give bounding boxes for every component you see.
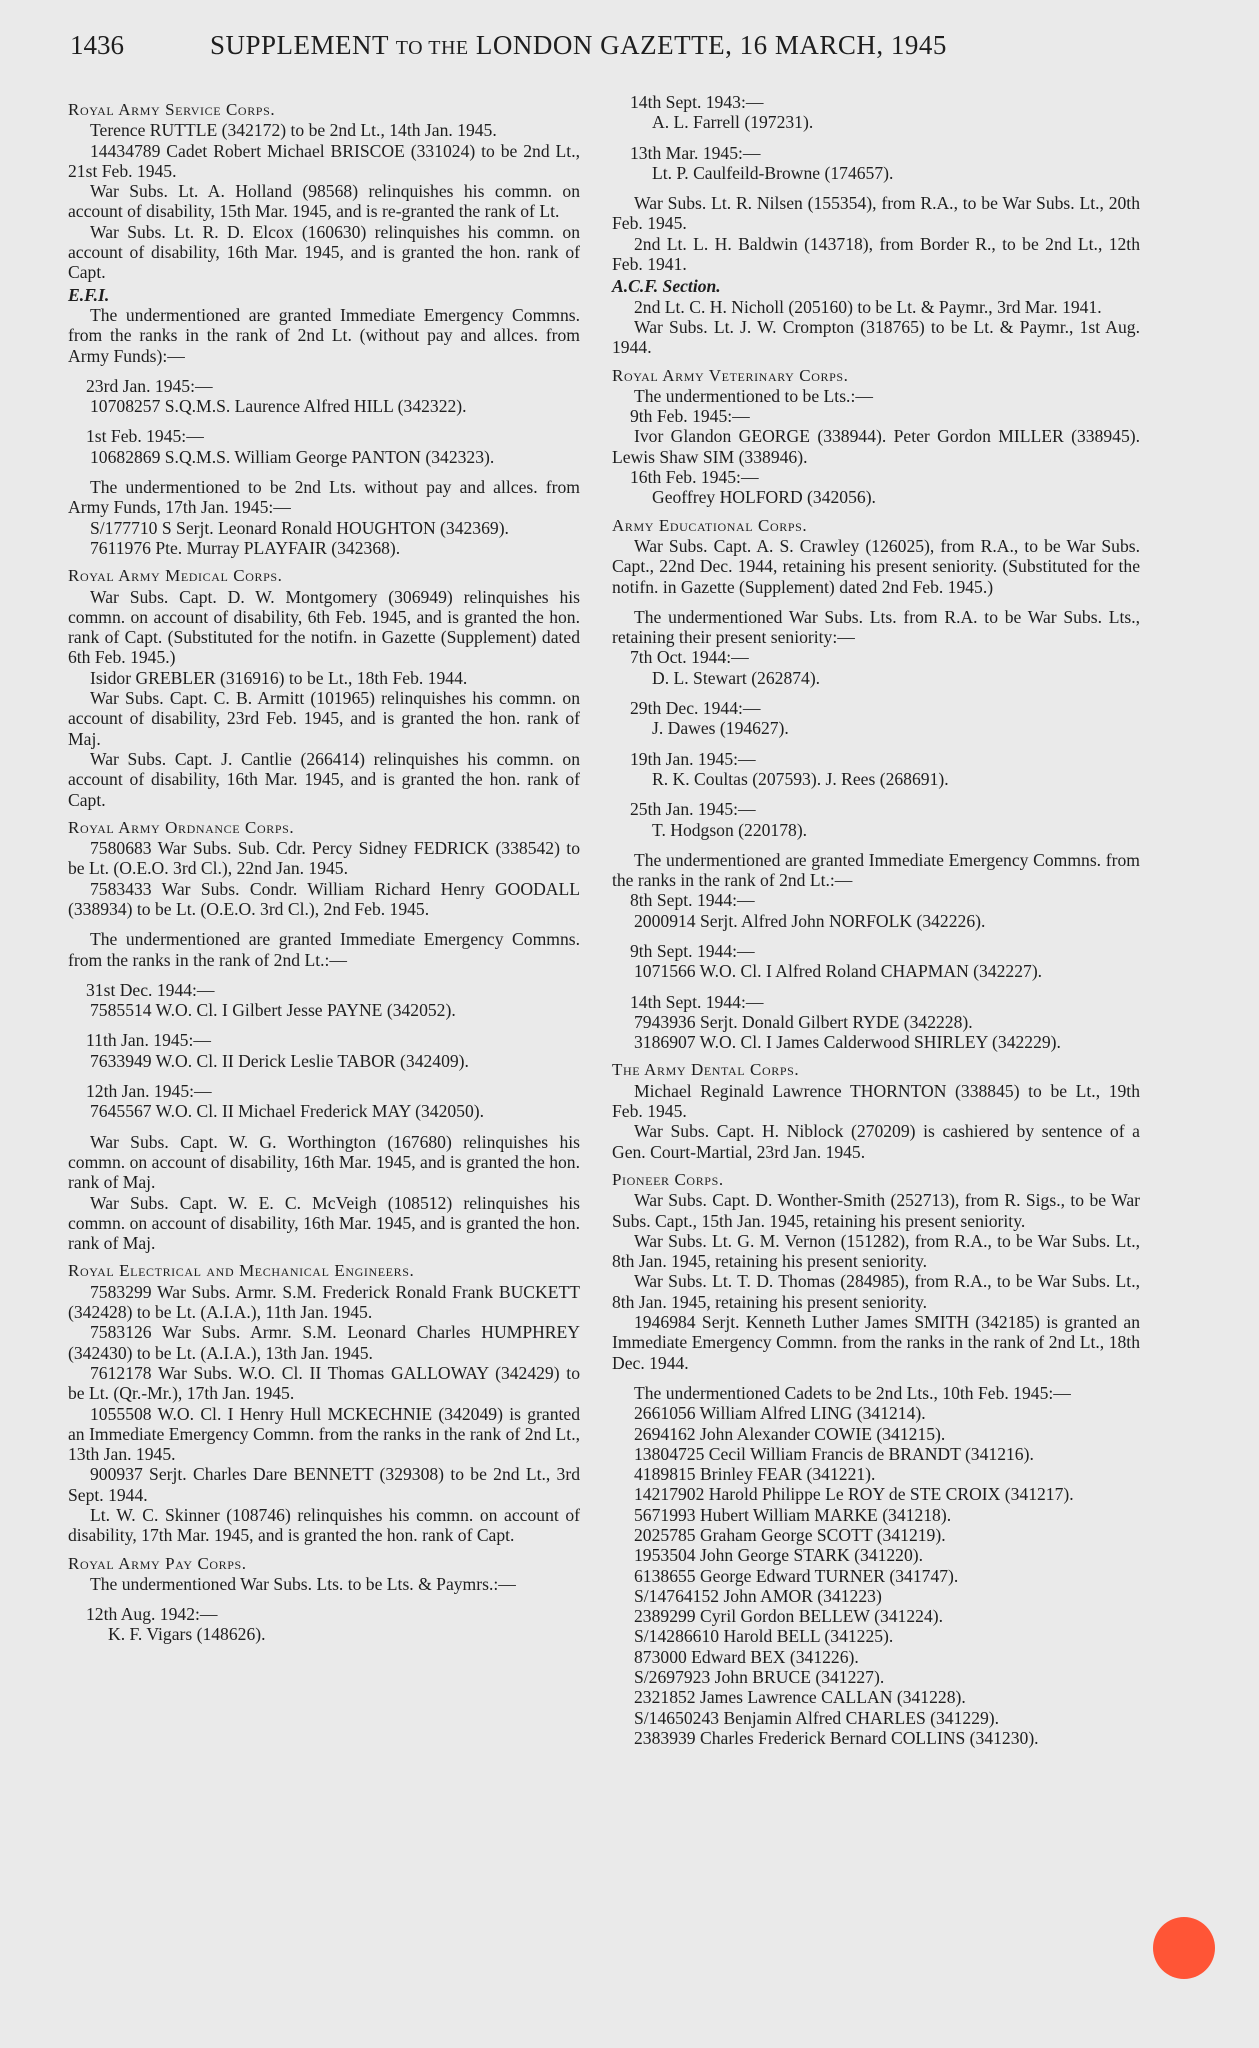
gazette-paragraph: 10682869 S.Q.M.S. William George PANTON (342323). <box>90 446 495 467</box>
gazette-paragraph: War Subs. Capt. J. Cantlie (266414) relinquishes his commn. on account of disability, 16th Mar. 1945, and is granted the hon. rank of Capt. <box>68 748 580 810</box>
date-line: 16th Feb. 1945:— <box>630 467 759 488</box>
left-column <box>68 92 580 1645</box>
gazette-paragraph: 7611976 Pte. Murray PLAYFAIR (342368). <box>90 537 401 558</box>
gazette-paragraph: War Subs. Capt. H. Niblock (270209) is cashiered by sentence of a Gen. Court-Martial, 23rd Jan. 1945. <box>612 1121 1140 1162</box>
gazette-entry: T. Hodgson (220178). <box>652 819 808 840</box>
gazette-paragraph: Isidor GREBLER (316916) to be Lt., 18th Feb. 1944. <box>90 667 468 688</box>
gazette-paragraph: The undermentioned War Subs. Lts. from R.A. to be War Subs. Lts., retaining their present seniority:— <box>612 606 1140 648</box>
gazette-paragraph: 2nd Lt. C. H. Nicholl (205160) to be Lt. & Paymr., 3rd Mar. 1941. <box>634 296 1102 317</box>
gazette-paragraph: The undermentioned War Subs. Lts. to be Lts. & Paymrs.:— <box>90 1573 516 1594</box>
gazette-paragraph: 7583299 War Subs. Armr. S.M. Frederick Ronald Frank BUCKETT (342428) to be Lt. (A.I.A.), 11th Jan. 1945. <box>68 1281 580 1323</box>
section-heading: Pioneer Corps. <box>612 1169 724 1189</box>
gazette-paragraph: 13804725 Cecil William Francis de BRANDT (341216). <box>634 1443 1034 1464</box>
date-line: 29th Dec. 1944:— <box>630 698 761 719</box>
gazette-entry: Geoffrey HOLFORD (342056). <box>652 487 876 508</box>
date-line: 13th Mar. 1945:— <box>630 142 761 163</box>
date-line: 25th Jan. 1945:— <box>630 799 756 820</box>
gazette-paragraph: War Subs. Lt. R. Nilsen (155354), from R.A., to be War Subs. Lt., 20th Feb. 1945. <box>612 193 1140 234</box>
date-line: 14th Sept. 1943:— <box>630 92 764 112</box>
gazette-paragraph: Terence RUTTLE (342172) to be 2nd Lt., 14th Jan. 1945. <box>90 120 497 141</box>
gazette-entry: Lt. P. Caulfeild-Browne (174657). <box>652 162 894 183</box>
gazette-paragraph: 2661056 William Alfred LING (341214). <box>634 1403 926 1424</box>
gazette-paragraph: 7645567 W.O. Cl. II Michael Frederick MAY (342050). <box>90 1101 485 1122</box>
gazette-entry: A. L. Farrell (197231). <box>652 112 814 133</box>
subsection-heading: A.C.F. Section. <box>612 276 721 297</box>
gazette-paragraph: War Subs. Lt. A. Holland (98568) relinquishes his commn. on account of disability, 15th Mar. 1945, and is re-granted the rank of Lt. <box>68 181 580 222</box>
gazette-paragraph: S/14650243 Benjamin Alfred CHARLES (341229). <box>634 1707 1000 1728</box>
gazette-paragraph: The undermentioned to be Lts.:— <box>634 385 873 406</box>
date-line: 23rd Jan. 1945:— <box>86 375 213 396</box>
date-line: 9th Sept. 1944:— <box>630 940 755 961</box>
gazette-paragraph: 7633949 W.O. Cl. II Derick Leslie TABOR (342409). <box>90 1050 469 1071</box>
section-heading: Royal Army Medical Corps. <box>68 566 283 586</box>
gazette-paragraph: 1055508 W.O. Cl. I Henry Hull MCKECHNIE (342049) is granted an Immediate Emergency Commn. from the ranks in the rank of 2nd Lt., 13th Jan. 1945. <box>68 1403 580 1465</box>
section-heading: Royal Electrical and Mechanical Engineers. <box>68 1261 415 1281</box>
gazette-paragraph: 1071566 W.O. Cl. I Alfred Roland CHAPMAN (342227). <box>634 961 1043 982</box>
gazette-paragraph: The undermentioned Cadets to be 2nd Lts., 10th Feb. 1945:— <box>634 1382 1071 1403</box>
gazette-paragraph: Ivor Glandon GEORGE (338944). Peter Gordon MILLER (338945). Lewis Shaw SIM (338946). <box>612 426 1140 467</box>
subsection-heading: E.F.I. <box>68 284 110 305</box>
section-heading: The Army Dental Corps. <box>612 1060 800 1080</box>
date-line: 12th Aug. 1942:— <box>86 1604 218 1625</box>
gazette-paragraph: War Subs. Lt. T. D. Thomas (284985), from R.A., to be War Subs. Lt., 8th Jan. 1945, retaining his present seniority. <box>612 1271 1140 1312</box>
gazette-paragraph: 2nd Lt. L. H. Baldwin (143718), from Border R., to be 2nd Lt., 12th Feb. 1941. <box>612 233 1140 275</box>
gazette-paragraph: War Subs. Capt. W. E. C. McVeigh (108512) relinquishes his commn. on account of disability, 16th Mar. 1945, and is granted the hon. rank of Maj. <box>68 1192 580 1254</box>
gazette-paragraph: S/14286610 Harold BELL (341225). <box>634 1626 894 1647</box>
gazette-paragraph: 5671993 Hubert William MARKE (341218). <box>634 1504 952 1525</box>
gazette-paragraph: Michael Reginald Lawrence THORNTON (338845) to be Lt., 19th Feb. 1945. <box>612 1080 1140 1122</box>
gazette-paragraph: S/2697923 John BRUCE (341227). <box>634 1667 885 1688</box>
gazette-paragraph: 2694162 John Alexander COWIE (341215). <box>634 1423 946 1444</box>
gazette-paragraph: The undermentioned are granted Immediate Emergency Commns. from the ranks in the rank of 2nd Lt.:— <box>68 929 580 970</box>
gazette-paragraph: War Subs. Capt. W. G. Worthington (167680) relinquishes his commn. on account of disability, 16th Mar. 1945, and is granted the hon. rank of Maj. <box>68 1131 580 1193</box>
title-gazette-date: LONDON GAZETTE, 16 MARCH, 1945 <box>475 30 947 60</box>
gazette-paragraph: 7583126 War Subs. Armr. S.M. Leonard Charles HUMPHREY (342430) to be Lt. (A.I.A.), 13th Jan. 1945. <box>68 1322 580 1363</box>
gazette-paragraph: 6138655 George Edward TURNER (341747). <box>634 1565 959 1586</box>
gazette-paragraph: 7583433 War Subs. Condr. William Richard Henry GOODALL (338934) to be Lt. (O.E.O. 3rd Cl.), 2nd Feb. 1945. <box>68 878 580 919</box>
date-line: 14th Sept. 1944:— <box>630 991 764 1012</box>
gazette-paragraph: War Subs. Capt. D. Wonther-Smith (252713), from R. Sigs., to be War Subs. Capt., 15th Jan. 1945, retaining his present seniority. <box>612 1190 1140 1231</box>
gazette-paragraph: The undermentioned are granted Immediate Emergency Commns. from the ranks in the rank of 2nd Lt.:— <box>612 849 1140 891</box>
date-line: 19th Jan. 1945:— <box>630 748 756 769</box>
gazette-paragraph: 7612178 War Subs. W.O. Cl. II Thomas GALLOWAY (342429) to be Lt. (Qr.-Mr.), 17th Jan. 1945. <box>68 1362 580 1404</box>
date-line: 8th Sept. 1944:— <box>630 890 755 911</box>
gazette-paragraph: 1946984 Serjt. Kenneth Luther James SMITH (342185) is granted an Immediate Emergency Commn. from the ranks in the rank of 2nd Lt., 18th Dec. 1944. <box>612 1312 1140 1373</box>
gazette-paragraph: War Subs. Capt. D. W. Montgomery (306949) relinquishes his commn. on account of disability, 6th Feb. 1945, and is granted the hon. rank of Capt. (Substituted for the notifn. in Gazette (Supplement) dated 6th Feb. 1945.) <box>68 586 580 668</box>
section-heading: Royal Army Pay Corps. <box>68 1553 247 1573</box>
page-header <box>70 30 1070 80</box>
gazette-paragraph: War Subs. Capt. A. S. Crawley (126025), from R.A., to be War Subs. Capt., 22nd Dec. 1944, retaining his present seniority. (Substituted for the notifn. in Gazette (Supplement) dated 2nd Feb. 1945.) <box>612 535 1140 597</box>
date-line: 11th Jan. 1945:— <box>86 1030 211 1051</box>
section-heading: Royal Army Service Corps. <box>68 100 276 119</box>
section-heading: Army Educational Corps. <box>612 515 808 535</box>
title-to-the: TO THE <box>395 37 469 59</box>
gazette-entry: D. L. Stewart (262874). <box>652 667 821 688</box>
gazette-paragraph: 4189815 Brinley FEAR (341221). <box>634 1464 876 1485</box>
gazette-entry: K. F. Vigars (148626). <box>108 1624 266 1645</box>
gazette-paragraph: The undermentioned are granted Immediate Emergency Commns. from the ranks in the rank of 2nd Lt. (without pay and allces. from Army Funds):— <box>68 304 580 366</box>
red-marker-dot <box>1153 1917 1215 1979</box>
page-number: 1436 <box>70 30 124 60</box>
section-heading: Royal Army Ordnance Corps. <box>68 817 295 837</box>
gazette-paragraph: 873000 Edward BEX (341226). <box>634 1646 859 1667</box>
date-line: 1st Feb. 1945:— <box>86 426 204 447</box>
gazette-paragraph: 1953504 John George STARK (341220). <box>634 1545 924 1566</box>
title-supplement: SUPPLEMENT <box>210 30 389 60</box>
gazette-paragraph: 7943936 Serjt. Donald Gilbert RYDE (342228). <box>634 1011 973 1032</box>
gazette-paragraph: 2000914 Serjt. Alfred John NORFOLK (342226). <box>634 910 986 931</box>
gazette-paragraph: 2025785 Graham George SCOTT (341219). <box>634 1525 946 1545</box>
gazette-paragraph: 14217902 Harold Philippe Le ROY de STE CROIX (341217). <box>634 1484 1074 1505</box>
section-heading: Royal Army Veterinary Corps. <box>612 365 849 385</box>
gazette-entry: J. Dawes (194627). <box>652 718 789 739</box>
gazette-paragraph: War Subs. Lt. G. M. Vernon (151282), from R.A., to be War Subs. Lt., 8th Jan. 1945, retaining his present seniority. <box>612 1230 1140 1272</box>
gazette-paragraph: S/177710 S Serjt. Leonard Ronald HOUGHTON (342369). <box>90 517 509 538</box>
page-title <box>210 30 947 61</box>
gazette-paragraph: 14434789 Cadet Robert Michael BRISCOE (331024) to be 2nd Lt., 21st Feb. 1945. <box>68 140 580 181</box>
gazette-paragraph: 2321852 James Lawrence CALLAN (341228). <box>634 1687 966 1708</box>
gazette-paragraph: 2389299 Cyril Gordon BELLEW (341224). <box>634 1606 943 1627</box>
gazette-paragraph: War Subs. Capt. C. B. Armitt (101965) relinquishes his commn. on account of disability, 23rd Feb. 1945, and is granted the hon. rank of Maj. <box>68 688 580 749</box>
date-line: 7th Oct. 1944:— <box>630 647 749 668</box>
gazette-paragraph: 900937 Serjt. Charles Dare BENNETT (329308) to be 2nd Lt., 3rd Sept. 1944. <box>68 1464 580 1505</box>
right-column <box>612 92 1140 1748</box>
gazette-paragraph: The undermentioned to be 2nd Lts. without pay and allces. from Army Funds, 17th Jan. 1945:— <box>68 477 580 518</box>
date-line: 9th Feb. 1945:— <box>630 406 750 427</box>
gazette-paragraph: 7580683 War Subs. Sub. Cdr. Percy Sidney FEDRICK (338542) to be Lt. (O.E.O. 3rd Cl.), 22nd Jan. 1945. <box>68 838 580 879</box>
gazette-entry: R. K. Coultas (207593). J. Rees (268691). <box>652 768 949 789</box>
gazette-paragraph: 3186907 W.O. Cl. I James Calderwood SHIRLEY (342229). <box>634 1032 1061 1053</box>
date-line: 31st Dec. 1944:— <box>86 979 215 1000</box>
gazette-paragraph: S/14764152 John AMOR (341223) <box>634 1585 882 1606</box>
gazette-paragraph: War Subs. Lt. R. D. Elcox (160630) relinquishes his commn. on account of disability, 16th Mar. 1945, and is granted the hon. rank of Capt. <box>68 221 580 283</box>
gazette-paragraph: 7585514 W.O. Cl. I Gilbert Jesse PAYNE (342052). <box>90 1000 456 1021</box>
gazette-paragraph: 10708257 S.Q.M.S. Laurence Alfred HILL (342322). <box>90 396 467 417</box>
date-line: 12th Jan. 1945:— <box>86 1081 212 1102</box>
gazette-paragraph: War Subs. Lt. J. W. Crompton (318765) to be Lt. & Paymr., 1st Aug. 1944. <box>612 316 1140 358</box>
gazette-paragraph: Lt. W. C. Skinner (108746) relinquishes his commn. on account of disability, 17th Mar. 1945, and is granted the hon. rank of Capt. <box>68 1505 580 1546</box>
gazette-paragraph: 2383939 Charles Frederick Bernard COLLINS (341230). <box>634 1727 1039 1748</box>
